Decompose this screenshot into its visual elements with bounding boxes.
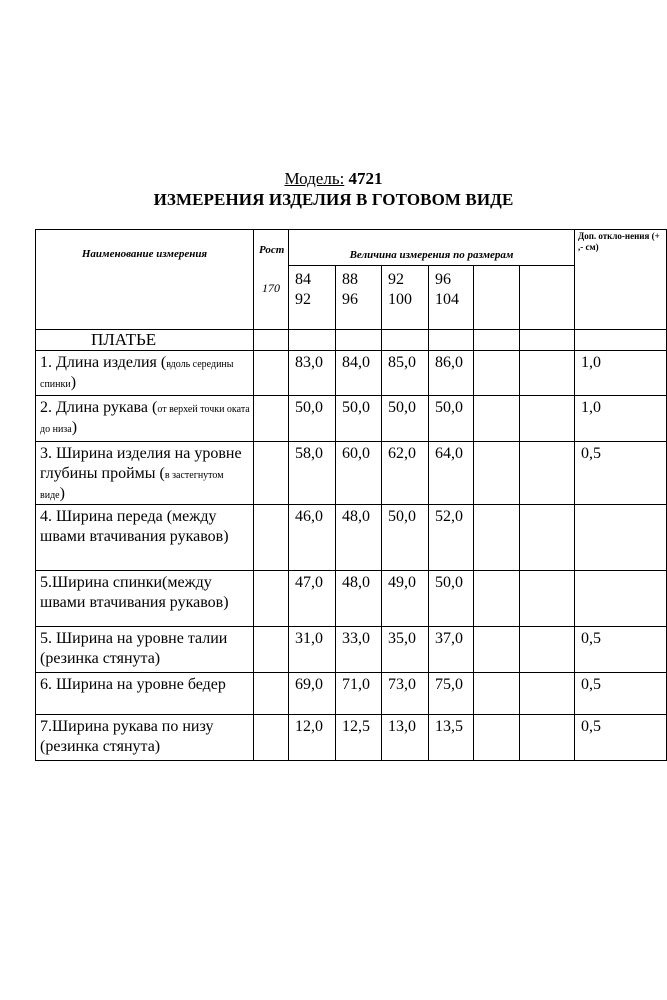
measurement-name: 5. Ширина на уровне талии (резинка стянута) bbox=[36, 627, 254, 673]
value-cell: 50,0 bbox=[429, 396, 474, 442]
value-cell: 69,0 bbox=[289, 673, 336, 715]
value-cell bbox=[520, 627, 575, 673]
value-cell bbox=[520, 351, 575, 396]
measurement-name: 4. Ширина переда (между швами втачивания рукавов) bbox=[36, 505, 254, 571]
value-cell: 47,0 bbox=[289, 571, 336, 627]
section-title: ПЛАТЬЕ bbox=[36, 330, 254, 351]
value-cell: 75,0 bbox=[429, 673, 474, 715]
size-cell: 88 96 bbox=[336, 266, 382, 330]
value-cell: 37,0 bbox=[429, 627, 474, 673]
value-cell: 12,5 bbox=[336, 715, 382, 761]
value-cell: 86,0 bbox=[429, 351, 474, 396]
rost-cell bbox=[254, 351, 289, 396]
table-row bbox=[36, 396, 667, 442]
deviation-cell: 1,0 bbox=[575, 351, 667, 396]
measurement-name: 6. Ширина на уровне бедер bbox=[36, 673, 254, 715]
value-cell: 50,0 bbox=[429, 571, 474, 627]
value-cell: 12,0 bbox=[289, 715, 336, 761]
measurement-name: 5.Ширина спинки(между швами втачивания рукавов) bbox=[36, 571, 254, 627]
value-cell: 64,0 bbox=[429, 442, 474, 505]
value-cell: 84,0 bbox=[336, 351, 382, 396]
deviation-cell: 1,0 bbox=[575, 396, 667, 442]
page-title: ИЗМЕРЕНИЯ ИЗДЕЛИЯ В ГОТОВОМ ВИДЕ bbox=[153, 190, 514, 209]
deviation-cell: 0,5 bbox=[575, 673, 667, 715]
value-cell: 13,5 bbox=[429, 715, 474, 761]
value-cell: 35,0 bbox=[382, 627, 429, 673]
value-cell: 50,0 bbox=[289, 396, 336, 442]
value-cell bbox=[474, 351, 520, 396]
deviation-cell: 0,5 bbox=[575, 442, 667, 505]
value-cell bbox=[474, 396, 520, 442]
value-cell bbox=[474, 505, 520, 571]
table-row bbox=[36, 715, 667, 761]
rost-label: Рост bbox=[259, 244, 285, 256]
rost-cell bbox=[254, 673, 289, 715]
value-cell bbox=[474, 442, 520, 505]
value-cell: 83,0 bbox=[289, 351, 336, 396]
value-cell: 33,0 bbox=[336, 627, 382, 673]
table-row bbox=[36, 673, 667, 715]
measurement-table bbox=[35, 229, 667, 761]
deviation-cell: 0,5 bbox=[575, 715, 667, 761]
size-cell-empty bbox=[474, 266, 520, 330]
value-cell: 46,0 bbox=[289, 505, 336, 571]
table-row bbox=[36, 627, 667, 673]
value-cell: 62,0 bbox=[382, 442, 429, 505]
value-cell: 60,0 bbox=[336, 442, 382, 505]
value-cell: 50,0 bbox=[382, 505, 429, 571]
table-row bbox=[36, 505, 667, 571]
rost-cell bbox=[254, 571, 289, 627]
value-cell bbox=[474, 673, 520, 715]
size-cell: 92 100 bbox=[382, 266, 429, 330]
value-cell: 50,0 bbox=[382, 396, 429, 442]
model-line bbox=[0, 169, 667, 189]
size-cell-empty bbox=[520, 266, 575, 330]
value-cell bbox=[474, 627, 520, 673]
value-cell bbox=[474, 571, 520, 627]
value-cell: 85,0 bbox=[382, 351, 429, 396]
value-cell: 71,0 bbox=[336, 673, 382, 715]
size-cell: 84 92 bbox=[289, 266, 336, 330]
value-cell bbox=[520, 505, 575, 571]
header-deviation: Доп. откло-нения (+ ,- см) bbox=[575, 230, 667, 330]
header-values: Величина измерения по размерам bbox=[289, 230, 575, 266]
value-cell: 48,0 bbox=[336, 505, 382, 571]
table-row bbox=[36, 571, 667, 627]
deviation-cell bbox=[575, 571, 667, 627]
rost-cell bbox=[254, 396, 289, 442]
value-cell: 31,0 bbox=[289, 627, 336, 673]
table-row bbox=[36, 442, 667, 505]
measurement-name: 3. Ширина изделия на уровне глубины проймы (в застегнутом виде) bbox=[36, 442, 254, 505]
value-cell bbox=[520, 442, 575, 505]
model-number: 4721 bbox=[348, 169, 383, 188]
value-cell: 13,0 bbox=[382, 715, 429, 761]
rost-cell bbox=[254, 715, 289, 761]
value-cell bbox=[520, 673, 575, 715]
header-rost bbox=[254, 230, 289, 330]
size-cell: 96 104 bbox=[429, 266, 474, 330]
value-cell: 49,0 bbox=[382, 571, 429, 627]
measurement-name: 1. Длина изделия (вдоль середины спинки) bbox=[36, 351, 254, 396]
model-label: Модель: bbox=[284, 169, 345, 188]
deviation-cell: 0,5 bbox=[575, 627, 667, 673]
table-row bbox=[36, 351, 667, 396]
rost-value: 170 bbox=[262, 281, 280, 295]
value-cell: 73,0 bbox=[382, 673, 429, 715]
rost-cell bbox=[254, 627, 289, 673]
measurement-name: 7.Ширина рукава по низу (резинка стянута) bbox=[36, 715, 254, 761]
value-cell: 58,0 bbox=[289, 442, 336, 505]
rost-cell bbox=[254, 505, 289, 571]
value-cell bbox=[474, 715, 520, 761]
value-cell: 48,0 bbox=[336, 571, 382, 627]
header-name: Наименование измерения bbox=[36, 230, 254, 330]
rost-cell bbox=[254, 442, 289, 505]
value-cell: 52,0 bbox=[429, 505, 474, 571]
deviation-cell bbox=[575, 505, 667, 571]
value-cell bbox=[520, 571, 575, 627]
value-cell bbox=[520, 715, 575, 761]
value-cell bbox=[520, 396, 575, 442]
value-cell: 50,0 bbox=[336, 396, 382, 442]
measurement-name: 2. Длина рукава (от верхей точки оката до низа) bbox=[36, 396, 254, 442]
